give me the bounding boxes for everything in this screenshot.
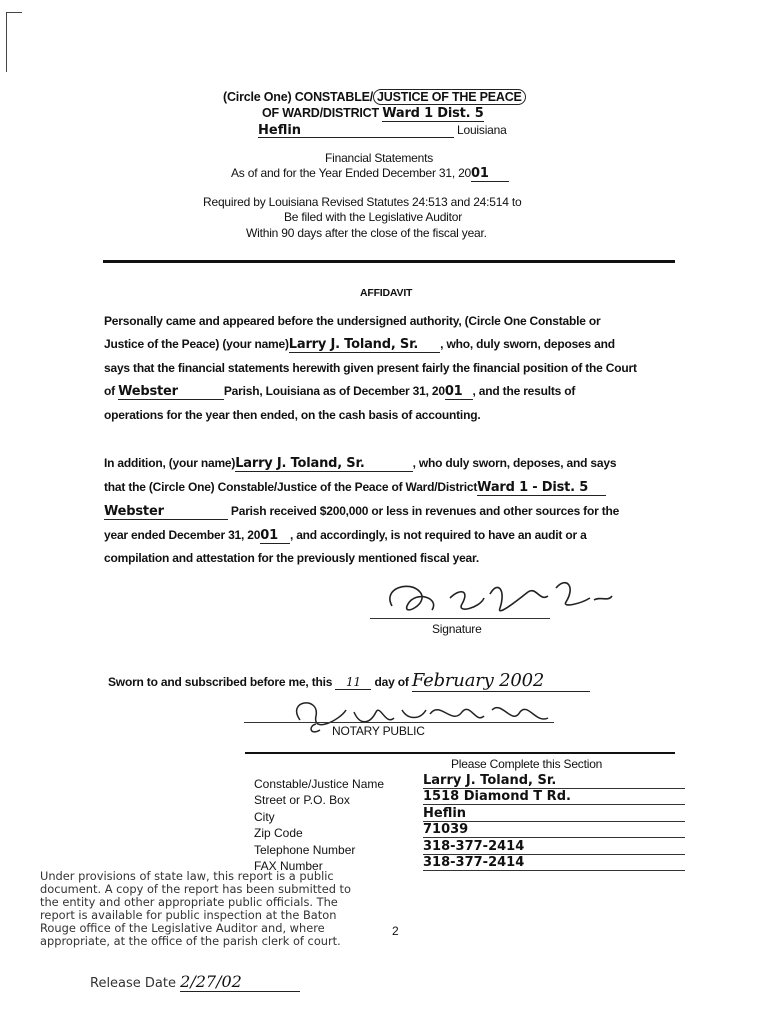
- signature-image: [380, 568, 620, 628]
- p2-line4: year ended December 31, 2001 , and accordingly, is not required to have an audit or a: [104, 528, 587, 543]
- notary-signature-image: [280, 690, 580, 740]
- parish-field: Webster: [118, 384, 224, 400]
- p2-line1: In addition, (your name)Larry J. Toland, Sr. , who duly sworn, deposes, and says: [104, 456, 617, 471]
- ward-field: Ward 1 Dist. 5: [382, 106, 484, 121]
- required-line3: Within 90 days after the close of the fiscal year.: [246, 226, 487, 240]
- p2-line3: Webster Parish received $200,000 or less in revenues and other sources for the: [104, 504, 620, 519]
- state-label: Louisiana: [457, 123, 507, 137]
- value-zip: 71039: [423, 822, 685, 838]
- p1-line1: Personally came and appeared before the undersigned authority, (Circle One Constable or: [104, 314, 601, 328]
- label-fax: FAX Number: [254, 859, 323, 873]
- label-telephone: Telephone Number: [254, 843, 356, 857]
- p1-line3: says that the financial statements herewith given present fairly the financial position of the Court: [104, 361, 637, 375]
- notary-label: NOTARY PUBLIC: [332, 724, 425, 738]
- notary-line: [244, 722, 554, 723]
- scan-edge-mark: [6, 12, 7, 72]
- p1-line4: of Webster Parish, Louisiana as of December 31, 2001 , and the results of: [104, 384, 576, 399]
- value-city: Heflin: [423, 806, 685, 822]
- signature-label: Signature: [432, 622, 482, 636]
- page-number: 2: [392, 924, 399, 938]
- statements-title: Financial Statements: [325, 151, 434, 165]
- required-line1: Required by Louisiana Revised Statutes 24:513 and 24:514 to: [203, 195, 522, 209]
- public-document-disclaimer: Under provisions of state law, this report is a public document. A copy of the report has been submitted to the entity and other appropriate public officials. The report is available for public inspection at the Baton Rouge office of the Legislative Auditor and, where appropriate, at the office of the parish clerk of court.: [40, 869, 351, 948]
- divider-bottom: [245, 752, 675, 754]
- signature-line: [370, 618, 550, 619]
- town-line: [258, 121, 454, 138]
- header-line2: OF WARD/DISTRICT Ward 1 Dist. 5: [262, 106, 484, 121]
- release-date-label: Release Date: [90, 976, 176, 991]
- release-date-value: 2/27/02: [180, 972, 300, 992]
- contact-heading: Please Complete this Section: [451, 757, 603, 771]
- required-line2: Be filed with the Legislative Auditor: [284, 210, 463, 224]
- affidavit-title: AFFIDAVIT: [360, 287, 413, 299]
- release-date-row: [90, 972, 300, 992]
- p1-line5: operations for the year then ended, on the cash basis of accounting.: [104, 408, 481, 422]
- circled-option: JUSTICE OF THE PEACE: [373, 89, 526, 105]
- affiant-name: Larry J. Toland, Sr.: [289, 337, 440, 353]
- value-fax: 318-377-2414: [423, 855, 685, 871]
- p2-line2: that the (Circle One) Constable/Justice of the Peace of Ward/DistrictWard 1 - Dist. 5: [104, 480, 606, 495]
- p1-line2: Justice of the Peace) (your name)Larry J. Toland, Sr. , who, duly sworn, deposes and: [104, 337, 615, 352]
- town-field: Heflin: [258, 123, 302, 138]
- label-name: Constable/Justice Name: [254, 777, 385, 791]
- value-telephone: 318-377-2414: [423, 839, 685, 855]
- label-street: Street or P.O. Box: [254, 793, 350, 807]
- ward-district-field: Ward 1 - Dist. 5: [477, 480, 606, 496]
- label-zip: Zip Code: [254, 826, 303, 840]
- sworn-month-year: February 2002: [412, 670, 590, 692]
- label-city: City: [254, 810, 275, 824]
- sworn-line: Sworn to and subscribed before me, this 11 day of February 2002: [108, 670, 590, 692]
- statements-asof: As of and for the Year Ended December 31, 2001: [231, 166, 509, 181]
- divider-top: [103, 260, 675, 263]
- header-line1: (Circle One) CONSTABLE/ JUSTICE OF THE PEACE: [223, 90, 526, 104]
- sworn-day: 11: [335, 675, 371, 690]
- p2-line5: compilation and attestation for the previously mentioned fiscal year.: [104, 551, 479, 565]
- value-name: Larry J. Toland, Sr.: [423, 773, 685, 789]
- value-street: 1518 Diamond T Rd.: [423, 789, 685, 805]
- scan-edge-mark: [6, 12, 22, 13]
